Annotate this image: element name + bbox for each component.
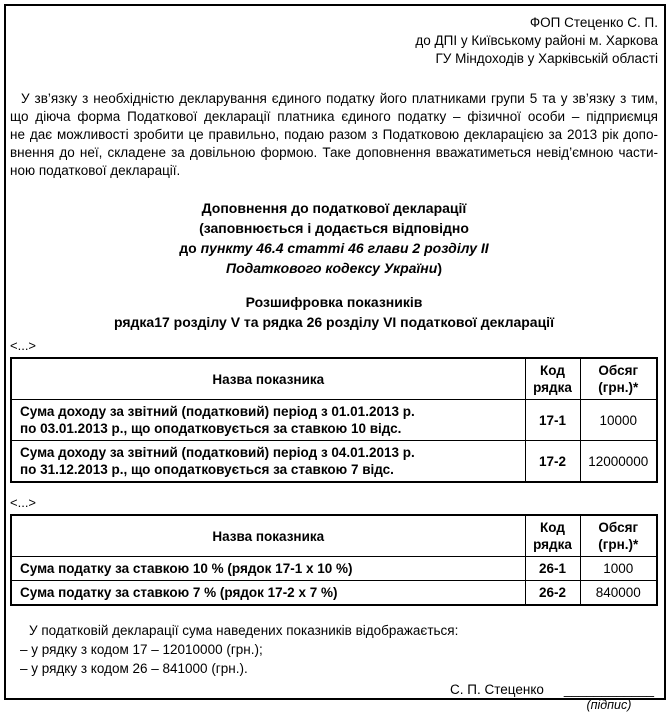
summary-paragraph <box>20 621 658 678</box>
subtitle-line: рядка17 розділу V та рядка 26 розділу VI податкової декларації <box>113 314 555 330</box>
intro-line: не дає можливості зробити це правильно, подаю разом з Податковою декларацією за 2013 рік допо- <box>10 127 658 142</box>
intro-paragraph <box>10 90 658 180</box>
supplement-title <box>10 198 658 278</box>
indicator-name-line: Сума доходу за звітний (податковий) період з 04.01.2013 р. <box>20 445 415 460</box>
addressee-line: ФОП Стеценко С. П. <box>529 15 658 30</box>
column-header-name: Назва показника <box>11 358 525 400</box>
title-line-plain: ) <box>437 260 442 276</box>
title-line-plain: до <box>179 240 201 256</box>
table-row <box>11 581 657 606</box>
summary-line: – у рядку з кодом 17 – 12010000 (грн.); <box>20 642 263 657</box>
intro-line: ною податкової декларації. <box>10 163 181 178</box>
row-code: 26-1 <box>525 557 580 581</box>
table-row <box>11 400 657 441</box>
indicator-name <box>11 400 525 441</box>
omission-marker: <...> <box>10 495 37 510</box>
document-page <box>4 4 666 712</box>
intro-line: що діюча форма Податкової декларації платника єдиного податку – фізичної особи – підприємця <box>10 109 658 124</box>
title-line <box>10 258 658 278</box>
title-line-italic: пункту 46.4 статті 46 глави 2 розділу II <box>200 240 489 256</box>
tables-subtitle <box>10 292 658 332</box>
indicator-name-line: по 31.12.2013 р., що оподатковується за ставкою 7 відс. <box>20 462 394 477</box>
income-table <box>10 357 658 483</box>
signature-caption: (підпис) <box>586 698 632 712</box>
addressee-line: до ДПІ у Київському районі м. Харкова <box>415 33 658 48</box>
subtitle-line: Розшифровка показників <box>245 294 423 310</box>
table-header-row <box>11 515 657 557</box>
row-amount: 1000 <box>580 557 657 581</box>
addressee-line: ГУ Міндоходів у Харківській області <box>435 51 658 66</box>
column-header-code: Код рядка <box>525 515 580 557</box>
summary-line: У податковій декларації сума наведених показників відображається: <box>29 623 459 638</box>
title-line: Доповнення до податкової декларації <box>201 200 467 216</box>
row-code: 17-1 <box>525 400 580 441</box>
intro-line: У зв’язку з необхідністю декларування єдиного податку його платниками групи 5 та у зв’язку з тим, <box>21 91 658 106</box>
row-code: 26-2 <box>525 581 580 606</box>
table-row <box>11 557 657 581</box>
indicator-name: Сума податку за ставкою 10 % (рядок 17-1 х 10 %) <box>11 557 525 581</box>
table-header-row <box>11 358 657 400</box>
title-line: (заповнюється і додається відповідно <box>199 220 469 236</box>
indicator-name <box>11 441 525 483</box>
row-amount: 12000000 <box>580 441 657 483</box>
signature-blank-line: ____________ <box>563 682 654 697</box>
indicator-name-line: по 03.01.2013 р., що оподатковується за ставкою 10 відс. <box>20 421 402 436</box>
addressee-block <box>10 14 658 68</box>
column-header-amount: Обсяг (грн.)* <box>580 358 657 400</box>
title-line-italic: Податкового кодексу України <box>226 260 438 276</box>
signature-block <box>10 682 658 712</box>
summary-line: – у рядку з кодом 26 – 841000 (грн.). <box>20 661 248 676</box>
intro-line: внення до неї, складене за довільною формою. Таке доповнення вважатиметься невід’ємною части- <box>10 145 658 160</box>
omission-marker: <...> <box>10 338 37 353</box>
indicator-name-line: Сума доходу за звітний (податковий) період з 01.01.2013 р. <box>20 404 415 419</box>
signatory-name: С. П. Стеценко <box>450 682 544 697</box>
column-header-name: Назва показника <box>11 515 525 557</box>
column-header-amount: Обсяг (грн.)* <box>580 515 657 557</box>
row-amount: 10000 <box>580 400 657 441</box>
table-row <box>11 441 657 483</box>
row-amount: 840000 <box>580 581 657 606</box>
row-code: 17-2 <box>525 441 580 483</box>
indicator-name: Сума податку за ставкою 7 % (рядок 17-2 х 7 %) <box>11 581 525 606</box>
title-line <box>10 238 658 258</box>
column-header-code: Код рядка <box>525 358 580 400</box>
signature-field <box>564 682 654 712</box>
tax-table <box>10 514 658 606</box>
